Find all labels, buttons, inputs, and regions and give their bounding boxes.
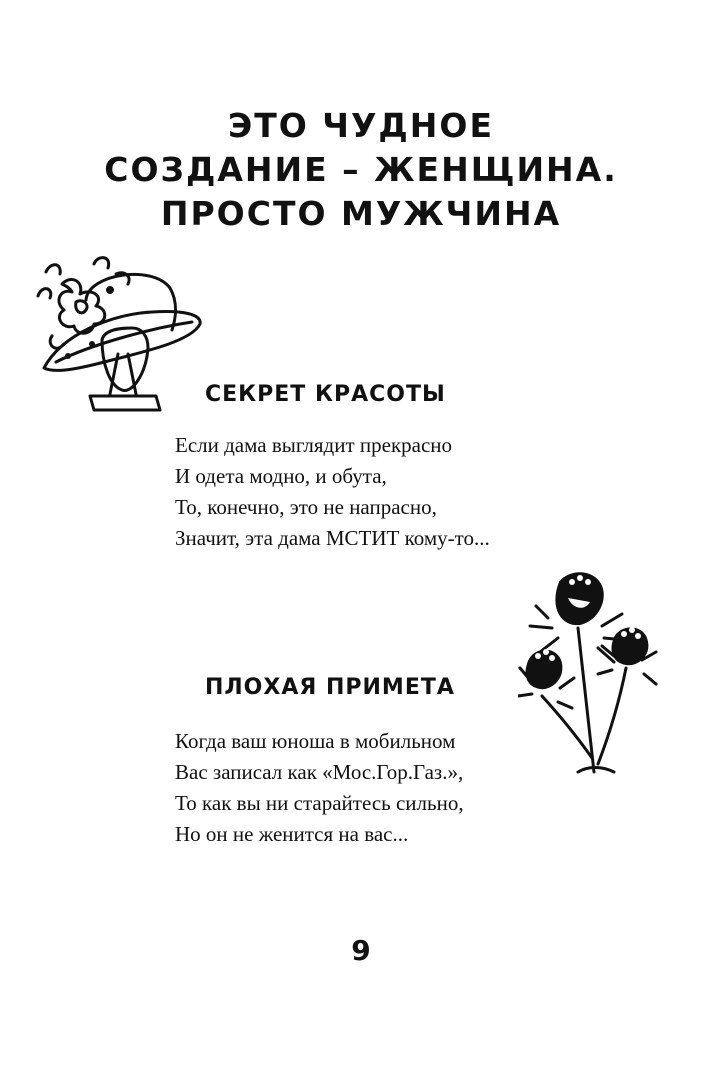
title-line-2: СОЗДАНИЕ – ЖЕНЩИНА. — [104, 150, 618, 189]
poem-omen — [175, 726, 464, 850]
poem-line: То, конечно, это не напрасно, — [175, 495, 437, 519]
flowers-illustration — [518, 568, 658, 782]
hat-on-stand-illustration — [32, 244, 212, 426]
page-title — [0, 104, 722, 236]
poem-line: Если дама выглядит прекрасно — [175, 433, 453, 457]
page-number: 9 — [351, 934, 371, 967]
poem-line: Но он не женится на вас... — [175, 822, 409, 846]
poem-line: Когда ваш юноша в мобильном — [175, 729, 456, 753]
section-heading-secret: СЕКРЕТ КРАСОТЫ — [205, 382, 446, 407]
poem-line: То как вы ни старайтесь сильно, — [175, 791, 464, 815]
poem-secret — [175, 430, 490, 554]
poem-line: Значит, эта дама МСТИТ кому-то... — [175, 526, 490, 550]
section-heading-omen: ПЛОХАЯ ПРИМЕТА — [205, 675, 455, 700]
title-line-1: ЭТО ЧУДНОЕ — [228, 106, 494, 145]
poem-line: И одета модно, и обута, — [175, 464, 387, 488]
poem-line: Вас записал как «Мос.Гор.Газ.», — [175, 760, 464, 784]
title-line-3: ПРОСТО МУЖЧИНА — [160, 194, 562, 233]
